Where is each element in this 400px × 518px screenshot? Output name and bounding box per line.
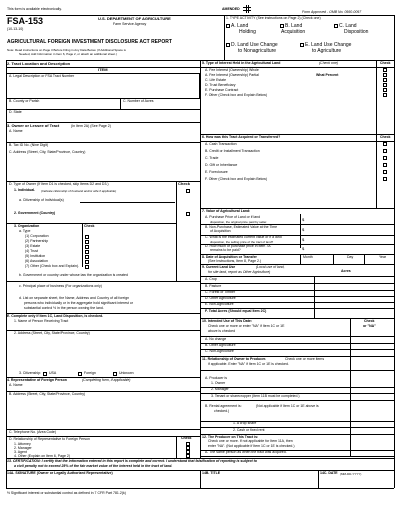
section-2-title: 2. Tract Location and Description — [7, 61, 71, 66]
interest-life-estate-label: C. Life Estate — [205, 78, 227, 82]
activity-d-checkbox[interactable] — [226, 43, 230, 47]
title-label: 14B. TITLE — [202, 471, 221, 475]
amended-label: AMENDED — [222, 7, 240, 11]
section-8-note: (See Instructions, Item 8, Page 2.) — [208, 259, 262, 263]
org-estate-checkbox[interactable] — [85, 245, 89, 249]
acq-cash-label: A. Cash Transaction — [205, 142, 237, 146]
interest-partial-checkbox[interactable] — [383, 73, 387, 77]
rep-manager-label: 2. Manager — [14, 446, 32, 450]
sub-agency-name: Farm Service Agency — [113, 22, 147, 26]
individual-label: 1. Individual. — [14, 188, 36, 192]
use-total-label: F. Total Acres (Should equal Item 2C) — [205, 309, 267, 313]
footnote: ½ Significant interest or substantial control as defined in 7 CFR Part 781.2(k) — [7, 491, 126, 495]
citizenship-usa-checkbox[interactable] — [43, 372, 47, 376]
interest-life-estate-checkbox[interactable] — [383, 78, 387, 82]
activity-b-checkbox[interactable] — [280, 24, 284, 28]
org-corporation-checkbox[interactable] — [85, 235, 89, 239]
date-year-label[interactable]: Year — [379, 255, 387, 259]
activity-d-label: D. Land Use Change — [231, 42, 278, 48]
organization-check-header: Check — [84, 224, 95, 228]
section-9-title: 9. Current Land Use — [202, 265, 236, 269]
individual-checkbox[interactable] — [186, 189, 190, 193]
intended-non-ag-label: C. Non-Agriculture — [205, 349, 234, 353]
activity-e-sub: to Agriculture — [312, 48, 342, 54]
org-other-checkbox[interactable] — [85, 265, 89, 269]
type-activity-label: 1. TYPE ACTIVITY (See instructions on Page 2) (Check one) — [226, 16, 321, 20]
org-institution-label: (5) Institution — [25, 254, 46, 258]
government-label: 2. Government (Country) — [14, 211, 56, 215]
acres-label: C. Number of Acres — [123, 99, 154, 103]
state-label: D. State — [9, 110, 22, 114]
rep-agent-label: 3. Agent — [14, 450, 27, 454]
section-4-title: 4. Representative of Foreign Person — [7, 378, 67, 382]
section-6-title: 6. How was this Tract Acquired or Transferred? — [202, 135, 281, 139]
county-label: B. County or Parish — [9, 99, 40, 103]
tax-id-label: B. Tax ID No. (Nine Digit) — [9, 143, 49, 147]
land-use-acres-header: Acres — [341, 269, 351, 273]
interest-contract-label: E. Purchase Contract — [205, 88, 239, 92]
acq-other-label: F. Other (Check box and Explain Below) — [205, 177, 268, 181]
foreign-persons-line-1: d. List on separate sheet, the Name, Address and Country of all foreign — [19, 296, 130, 300]
interest-whole-checkbox[interactable] — [383, 68, 387, 72]
acq-gift-checkbox[interactable] — [383, 163, 387, 167]
activity-e-label: E. Land Use Change — [305, 42, 352, 48]
form-number: FSA-153 — [7, 16, 44, 26]
organization-label: 3. Organization — [14, 224, 40, 228]
org-place-of-business-label: c. Principal place of business (For organizations only) — [19, 284, 102, 288]
form-title: AGRICULTURAL FOREIGN INVESTMENT DISCLOSURE ACT REPORT — [7, 39, 172, 45]
value-b-line-1: B. Non-Purchase, Estimated Value at the Time — [205, 225, 278, 229]
amended-mark-top — [243, 7, 251, 8]
org-partnership-checkbox[interactable] — [85, 240, 89, 244]
date-label: 14C. DATE — [320, 471, 338, 475]
section-11-title-b: Check one or more items — [285, 357, 325, 361]
section-10-na-header: or "NA" — [363, 324, 376, 328]
type-owner-check-header: Check — [178, 181, 191, 186]
citizenship-label: a. Citizenship of Individual(s) — [19, 198, 64, 202]
legal-description-label: A. Legal Description or FSA Tract Number — [9, 74, 75, 78]
owner-address-label: C. Address (Street, City, State/Province, Country) — [9, 150, 86, 154]
use-crop-label: A. Crop — [205, 277, 217, 281]
value-b-line-2: of Acquisition — [210, 229, 231, 233]
section-10-title: 10. Intended Use of This Date: — [202, 319, 252, 323]
section-10-check-header: Check — [364, 319, 375, 323]
certification-line-2: a civil penalty not to exceed 25% of the fair market value of the interest held in the tract of land. — [14, 464, 173, 468]
org-trust-label: (4) Trust — [25, 249, 39, 253]
amended-mark-bottom — [243, 10, 251, 11]
acq-foreclosure-label: E. Foreclosure — [205, 170, 228, 174]
producer-is-label: A. Producer is — [205, 376, 227, 380]
rep-relationship-check-header: Check — [181, 436, 192, 440]
receiver-address-label: 2. Address (Street, City, State/Province, Country) — [14, 331, 90, 335]
activity-a-label: A. Land — [231, 23, 249, 29]
signature-field[interactable] — [6, 477, 200, 488]
citizenship-field[interactable] — [80, 202, 175, 203]
citizenship-unknown-checkbox[interactable] — [113, 372, 117, 376]
org-trust-checkbox[interactable] — [85, 250, 89, 254]
org-law-country-label: b. Government or country under whose law the organization is created — [19, 273, 128, 277]
producer-tenant-label: 3. Tenant or sharecropper (Item 11B must be completed.) — [211, 394, 300, 398]
producer-same-label: A. The same person as when the tract was acquired. — [205, 450, 287, 454]
interest-other-label: F. Other (Check box and Explain Below) — [205, 93, 268, 97]
section-5-note: (Check one) — [319, 61, 339, 65]
rental-crop-share-label: 1. A crop share — [233, 421, 257, 425]
acq-trade-checkbox[interactable] — [383, 156, 387, 160]
section-10-line-3: above is checked — [208, 329, 236, 333]
section-5-title: 5. Type of Interest Held in the Agricultural Land — [202, 61, 281, 65]
org-association-checkbox[interactable] — [85, 260, 89, 264]
org-other-label: (7) Other (Check box and Explain). — [25, 264, 80, 268]
section-6-check-header: Check — [380, 135, 391, 139]
value-c-dollar[interactable]: $ — [302, 237, 305, 242]
foreign-persons-line-2: persons who individually or in the aggregate hold significant interest or — [24, 301, 133, 305]
use-other-ag-label: D. Other Agriculture — [205, 296, 236, 300]
rep-relationship-label: D. Relationship of Representative to Foreign Person — [9, 437, 90, 441]
rep-agent-checkbox[interactable] — [186, 450, 190, 454]
electronic-note: This form is available electronically. — [7, 7, 62, 11]
date-field[interactable] — [318, 477, 394, 488]
section-8-title: 8. Date of Acquisition or Transfer — [202, 255, 257, 259]
value-c-line-2: disposition, the selling price of the tract of land? — [210, 239, 274, 244]
activity-c-checkbox[interactable] — [334, 24, 338, 28]
producer-owner-label: 1. Owner — [211, 381, 226, 385]
interest-whole-label: A. Fee Interest (Ownership) Whole — [205, 68, 259, 72]
interest-partial-label: A. Fee Interest (Ownership) Partial — [205, 73, 259, 77]
interest-other-checkbox[interactable] — [383, 93, 387, 97]
rep-telephone-label: C. Telephone No. (Area Code) — [9, 430, 57, 434]
section-2-item-header: ITEM — [98, 67, 108, 72]
date-month-label[interactable]: Month — [303, 255, 313, 259]
org-estate-label: (3) Estate — [25, 244, 41, 248]
rep-address-label: B. Address (Street, City, State/Province, Country) — [9, 392, 86, 396]
date-format-label: (MM-DD-YYYY) — [340, 471, 362, 476]
org-partnership-label: (2) Partnership — [25, 239, 49, 243]
interest-contract-checkbox[interactable] — [383, 88, 387, 92]
note-line-2: Needed, Add Information in Item 6, Page 2, or attach an additional sheet.) — [19, 52, 117, 56]
section-4-note: (Completing form, if applicable) — [82, 378, 131, 382]
citizenship-foreign-label: Foreign — [84, 371, 96, 375]
note-line-1: Note: Read instructions on Page 3 Before Filing in Any Data Below. (If Additional Space is — [7, 48, 126, 52]
use-non-ag-label: E. Non-Agriculture — [205, 302, 234, 306]
center-divider — [200, 60, 201, 458]
section-7-title: 7. Value of Agricultural Land: — [202, 209, 251, 213]
owner-name-label: A. Name — [9, 129, 23, 133]
value-d-dollar[interactable]: $ — [302, 246, 305, 251]
use-pasture-label: B. Pasture — [205, 284, 222, 288]
section-12-line-3: enter "NA". (Not applicable if Item 1C or 1E is checked.) — [208, 444, 295, 448]
rep-name-label: A. Name — [9, 383, 23, 387]
value-a-line-1: A. Purchase Price of Land or if land — [205, 215, 261, 219]
activity-b-label: B. Land — [285, 23, 303, 29]
activity-d-sub: to Nonagriculture — [238, 48, 277, 54]
activity-c-label: C. Land — [339, 23, 357, 29]
org-corporation-label: (1) Corporation — [25, 234, 49, 238]
citizenship-foreign-checkbox[interactable] — [78, 372, 82, 376]
rental-agreement-label: B. Rental agreement is: — [205, 404, 242, 408]
acq-credit-label: B. Credit or Installment Transaction — [205, 149, 260, 153]
section-11-line-2: if applicable. Enter "NA" if Item 1C or 1E is checked. — [208, 362, 289, 366]
receiver-name-label: 1. Name of Person Receiving Tract — [14, 319, 69, 323]
legal-description-field[interactable] — [6, 73, 200, 98]
rental-agreement-note-1: (Not applicable if Item 1C or 1E above is — [256, 404, 319, 408]
rep-other-label: 4. Other (Explain on Item 6, Page 2) — [14, 454, 71, 458]
value-b-dollar[interactable]: $ — [302, 227, 305, 232]
rep-attorney-label: 1. Attorney — [14, 442, 31, 446]
intended-no-change-label: A. No change — [205, 337, 227, 341]
title-field[interactable] — [200, 477, 318, 488]
rental-cash-label: 2. Cash or fixed rent — [233, 428, 265, 432]
citizenship-unknown-label: Unknown — [119, 371, 134, 375]
foreign-persons-line-3: substantial control ½ in the person owning the land. — [24, 306, 104, 310]
org-institution-checkbox[interactable] — [85, 255, 89, 259]
org-association-label: (6) Association — [25, 259, 48, 263]
activity-c-sub: Disposition — [344, 29, 369, 35]
section-9-note: (Local use of land, — [256, 265, 285, 269]
value-a-line-2: disposition, the original price paid by seller. — [210, 219, 268, 224]
section-3-title: 3. Owner or Lessee of Tract — [7, 123, 60, 128]
producer-manager-label: 2. Manager — [211, 387, 229, 391]
rep-manager-checkbox[interactable] — [186, 446, 190, 450]
org-type-label: a. Type — [19, 229, 31, 233]
acq-credit-checkbox[interactable] — [383, 149, 387, 153]
activity-a-sub: Holding — [239, 29, 256, 35]
interest-partial-percent-label: What Percent — [316, 73, 339, 77]
activity-e-checkbox[interactable] — [300, 43, 304, 47]
acq-gift-label: D. Gift or Inheritance — [205, 163, 238, 167]
acq-cash-checkbox[interactable] — [383, 142, 387, 146]
omb-number: Form Approved - OMB No. 0560-0097 — [302, 10, 362, 14]
activity-a-checkbox[interactable] — [226, 24, 230, 28]
acq-other-checkbox[interactable] — [383, 177, 387, 181]
interest-trust-checkbox[interactable] — [383, 83, 387, 87]
intended-other-ag-label: B. Other Agriculture — [205, 343, 236, 347]
citizenship-usa-label: USA — [49, 371, 57, 375]
acq-trade-label: C. Trade — [205, 156, 219, 160]
rep-other-checkbox[interactable] — [186, 454, 190, 458]
section-11-title: 11. Relationship of Owner to Producer. — [202, 357, 267, 361]
citizenship-status-label: 3. Citizenship: — [19, 371, 41, 375]
value-d-line-1: D. How much of purchase price in Item 7A — [205, 244, 271, 248]
section-9-note-2: for site land, report as Other Agriculture) — [208, 270, 271, 274]
header-top-rule — [6, 15, 394, 16]
use-forest-label: C. Forest or Timber — [205, 290, 236, 294]
rental-agreement-note-2: checked.) — [214, 409, 230, 413]
value-c-line-1: C. What is the estimated current value or if a land — [205, 235, 282, 239]
signature-label: 14A. SIGNATURE (Owner or Legally Authorized Representative) — [7, 471, 113, 475]
value-d-line-2: remains to be paid? — [210, 248, 241, 252]
section-12-line-2: Check one or more. If not applicable for Item 11A, then — [208, 439, 293, 443]
activity-b-sub: Acquisition — [281, 29, 306, 35]
section-10-line-2: Check one or more or enter "NA" if Item 1C or 1E — [208, 324, 285, 328]
individual-note: (Indicate citizenship of husband and/or wife if applicable) — [41, 188, 117, 193]
certification-line-1: 13. CERTIFICATION: I certify that the information entered in this report is complete and correct. I understand that falsification of reporting is subject to — [7, 459, 257, 463]
type-of-owner-label: D. Type of Owner (If Item D1 is checked, skip Items D2 and D3.) — [9, 182, 109, 186]
agency-name: U.S. DEPARTMENT OF AGRICULTURE — [98, 16, 171, 21]
section-3-note: (In Item 2A) (See Page 2) — [71, 123, 111, 128]
acq-foreclosure-checkbox[interactable] — [383, 170, 387, 174]
section-5-check-header: Check — [380, 61, 391, 65]
rep-attorney-checkbox[interactable] — [186, 442, 190, 446]
section-e-title: E. Complete only if Item 1C, Land Disposition, is checked. — [7, 314, 104, 318]
section-12-title: 12. The Producer on This Tract is: — [202, 435, 259, 439]
date-day-label[interactable]: Day — [347, 255, 354, 259]
value-a-dollar[interactable]: $ — [302, 217, 305, 222]
government-checkbox[interactable] — [186, 212, 190, 216]
form-date: (10-13-10) — [7, 27, 24, 31]
interest-trust-label: D. Trust Beneficiary — [205, 83, 236, 87]
